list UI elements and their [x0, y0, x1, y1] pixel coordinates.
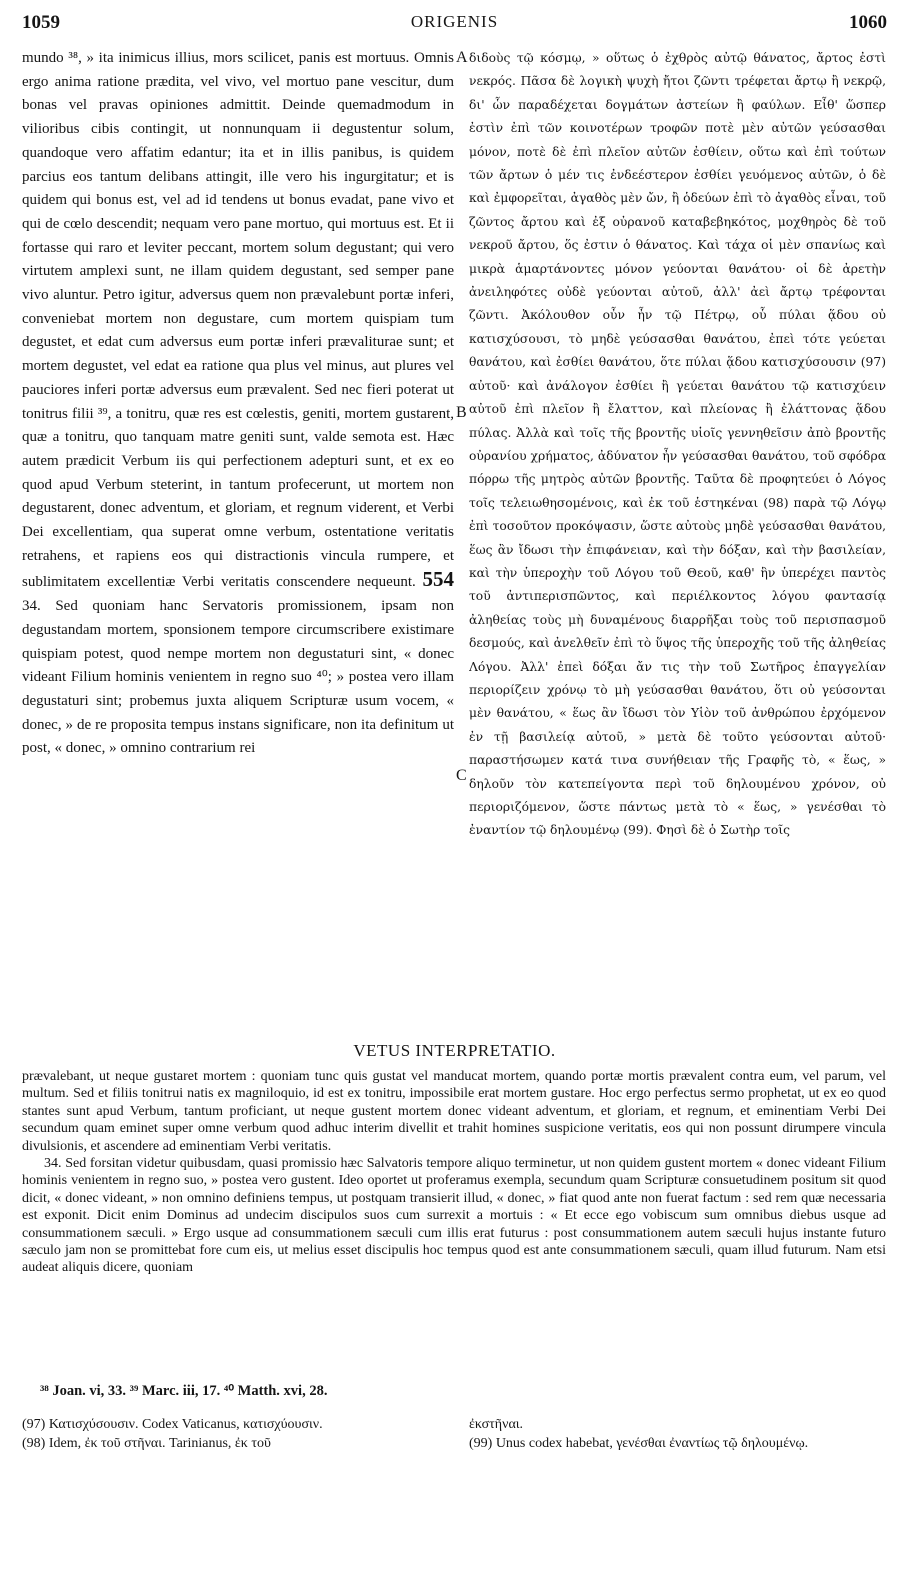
vetus-paragraph: prævalebant, ut neque gustaret mortem : quoniam tunc quis gustat vel manducat mortem, quando portæ mortis prævalent contra eum, vel parum, vel multum. Sed et filiis tonitrui natis ex magniloquio, id est ex tonitru, impossibile erat mortem gustare. Hoc ergo perfectus sermo prophetat, ut ex eo quod stantes sunt apud Verbum, tantum proficiant, ut neque gustent mortem donec videant adventum, et gloriam, et regnum, et eminentiam Verbi Dei secundum quam eminet super omne verbum quod adhuc interim divellit et trahit homines suspicione veritatis, eos qui non possunt dirumpere vincula divulsionis, et ascendere ad eminentiam Verbi veritatis.	[22, 1069, 886, 1154]
footnote: ἐκστῆναι.	[469, 1417, 524, 1432]
section-number: 554	[422, 567, 454, 592]
scripture-references: ³⁸ Joan. vi, 33. ³⁹ Marc. iii, 17. ⁴⁰ Matth. xvi, 28.	[40, 1383, 328, 1399]
latin-text-part-2: 34. Sed quoniam hanc Servatoris promissionem, ipsam non degustandam mortem, sponsionem tempore circumscribere existimare quispiam potest, quod nempe mortem non degustaturi sint, « donec videant Filium hominis venientem in regno suo ⁴⁰; » postea vero illam degustaturi sint; probemus juxta aliquem Scripturæ usum vocem, « donec, » de re proposita tempus instans significare, non ita definitum ut post, « donec, » omnino contrarium rei	[22, 598, 454, 757]
margin-letter-a: A	[456, 49, 468, 66]
vetus-heading: VETUS INTERPRETATIO.	[353, 1041, 556, 1060]
greek-text: διδοὺς τῷ κόσμῳ, » οὕτως ὁ ἐχθρὸς αὐτῷ θάνατος, ἄρτος ἐστὶ νεκρός. Πᾶσα δὲ λογικὴ ψυχὴ ἤτοι ζῶντι τρέφεται ἄρτῳ ἢ νεκρῷ, δι' ὧν παραδέχεται δογμάτων ἀστείων ἢ φαύλων. Εἶθ' ὥσπερ ἐστὶν ἐπὶ τῶν κοινοτέρων τροφῶν ποτὲ μὲν αὐτῶν γεύσασθαι μόνον, ποτὲ δὲ ἐπὶ πλεῖον αὐτῶν ἐσθίειν, οὕτω καὶ ἐπὶ τούτων τῶν ἄρτων ὁ μέν τις ἐνδεέστερον ἐσθίει γευόμενος αὐτῶν, ὁ δὲ καὶ ἐμφορεῖται, ἀγαθὸς μὲν ὤν, ἢ ὁδεύων ἐπὶ τὸ ἀγαθὸς εἶναι, τοῦ ζῶντος ἄρτου καὶ ἐξ οὐρανοῦ καταβεβηκότος, μοχθηρὸς δὲ τοῦ νεκροῦ ἄρτου, ὅς ἐστιν ὁ θάνατος. Καὶ τάχα οἱ μὲν σπανίως καὶ μικρὰ ἁμαρτάνοντες μόνον γεύονται θανάτου· οἱ δὲ ἀρετὴν ἀνειληφότες οὐδὲ γεύονται αὐτοῦ, ἀλλ' ἀεὶ ἄρτῳ τρέφονται ζῶντι. Ἀκόλουθον οὖν ἦν τῷ Πέτρῳ, οὗ πύλαι ᾅδου οὐ κατισχύσουσι, τὸ μηδὲ γεύσασθαι θανάτου, ἐπεὶ τότε γεύεται θανάτου, καὶ ἐσθίει θανάτου, ὅτε πύλαι ᾅδου κατισχύσουσιν (97) αὐτοῦ· καὶ ἀνάλογον ἐσθίει ἢ γεύεται θανάτου τῷ κατισχύειν αὐτοῦ ἐπὶ πλεῖον ἢ ἔλαττον, καὶ πλείονας ἢ ἐλάττονας ᾅδου πύλας. Ἀλλὰ καὶ τοῖς τῆς βροντῆς υἱοῖς γεννηθεῖσιν ἀπὸ βροντῆς οὐρανίου χρήματος, ἀδύνατον ἦν γεύσασθαι θανάτου, τοῦ σφόδρα πόρρω τῆς μητρὸς αὐτῶν βροντῆς. Ταῦτα δὲ προφητεύει ὁ Λόγος τοῖς τελειωθησομένοις, καὶ ἐκ τοῦ ἑστηκέναι (98) παρὰ τῷ Λόγῳ ἐπὶ τοσοῦτον προκόψασιν, ὥστε αὐτοὺς μηδὲ γεύσασθαι θανάτου, ἕως ἂν ἴδωσι τὴν ἐπιφάνειαν, καὶ τὴν δόξαν, καὶ τὴν βασιλείαν, καὶ τὴν ὑπεροχὴν τοῦ Λόγου τοῦ Θεοῦ, καθ' ἣν ὑπερέχει παντὸς τοῦ ἀντιπερισπῶντος, καὶ περιέλκοντος λόγου φαντασίᾳ ἀληθείας τοὺς μὴ δυναμένους διαρρῆξαι τοὺς τοῦ περισπασμοῦ δεσμούς, καὶ ἀνελθεῖν ἐπὶ τὸ ὕψος τῆς ὑπεροχῆς τοῦ τῆς ἀληθείας Λόγου. Ἀλλ' ἐπεὶ δόξαι ἄν τις τὴν τοῦ Σωτῆρος ἐπαγγελίαν περιορίζειν χρόνῳ τὸ μὴ γεύσασθαι θανάτου, ὅτι οὐ γεύσονται μὲν θανάτου, « ἕως ἂν ἴδωσι τὸν Υἱὸν τοῦ ἀνθρώπου ἐρχόμενον ἐν τῇ βασιλείᾳ αὐτοῦ, » μετὰ δὲ τοῦτο γεύσονται αὐτοῦ· παραστήσωμεν κατά τινα συνήθειαν τῆς Γραφῆς τὸ, « ἕως, » δηλοῦν τὸν κατεπείγοντα περὶ τοῦ δηλουμένου χρόνον, οὐ περιοριζόμενον, ὥστε πάντως μετὰ τὸ « ἕως, » γενέσθαι τὸ ἐναντίον τῷ δηλουμένῳ (99). Φησὶ δὲ ὁ Σωτὴρ τοῖς	[469, 51, 886, 838]
page-header	[22, 12, 887, 38]
latin-text-part-1: mundo ³⁸, » ita inimicus illius, mors scilicet, panis est mortuus. Omnis ergo anima ratione prædita, vel vivo, vel mortuo pane vescitur, dum bonas vel pravas opiniones admittit. Deinde quemadmodum in vilioribus cibis contingit, ut nonnunquam ii degustentur solum, quandoque vero affatim edantur; ita et in illis panibus, is quidem parcius eos tantum delibans attingit, ille vero his ingurgitatur; et is quidem qui bonus est, vel ad id tendens ut bonus evadat, pane vivo et qui de cœlo descendit; nequam vero pane mortuo, qui mortuus est. Et ii fortasse qui raro et leviter peccant, mortem solum degustant; qui vero virtutem amplexi sunt, ne illam quidem degustant, sed semper pane vivo aluntur. Petro igitur, adversus quem non prævalebunt portæ inferi, conveniebat mortem non degustare, cum mortem quispiam tum degustet, et edat cum adversus eum portæ inferi prævaliturae sunt; et mortem degustet, vel edat ea ratione qua plus vel minus, aut plures vel pauciores inferi portæ adversus eum prævalent. Sed nec fieri poterat ut tonitrus filii ³⁹, a tonitru, quæ res est cœlestis, geniti, mortem gustarent, quæ a tonitru, quo tanquam matre geniti sunt, valde semota est. Hæc autem prædicit Verbum iis qui perfectionem adepturi sunt, et ex eo quod apud Verbum steterint, in tantum profecerunt, ut mortem non degustarent, donec adventum, et gloriam, et regnum viderent, et Verbi Dei excellentiam, qua superat omne verbum, ostentatione veritatis retrahens, et rapiens eos qui distractionis vincula rumpere, et sublimitatem excellentiæ Verbi veritatis conscendere nequeunt.	[22, 50, 454, 591]
margin-letter-b: B	[456, 404, 467, 421]
footnote: (99) Unus codex habebat, γενέσθαι ἐναντίως τῷ δηλουμένῳ.	[469, 1435, 809, 1451]
right-page-number: 1060	[849, 12, 887, 33]
footnote: (97) Κατισχύσουσιν. Codex Vaticanus, κατισχύουσιν.	[22, 1417, 323, 1432]
running-title: ORIGENIS	[410, 12, 499, 31]
greek-column	[469, 47, 886, 843]
latin-column	[22, 47, 454, 761]
left-page-number: 1059	[22, 12, 60, 33]
vetus-paragraph: 34. Sed forsitan videtur quibusdam, quasi promissio hæc Salvatoris tempore aliquo terminetur, ut non quidem gustent mortem « donec videant Filium hominis venientem in regno suo, » postea vero gustent. Ideo oportet ut proferamus exempla, secundum quam Scripturæ consuetudinem positum sit quod dicit, « donec videant, » non omnino definiens tempus, ut postquam transierit illud, « donec, » fiat quod ante non fuerat factum : sed rem quæ necessaria est exponit. Dicit enim Dominus ad undecim discipulos suos cum surrexit a mortuis : « Et ecce ego vobiscum sum omnibus diebus usque ad consummationem sæculi. » Ergo usque ad consummationem sæculi cum illis erat futurus : post consummationem autem sæculi hujus instante futuro sæculo jam non se promittebat fore cum eis, ut melius esset discipulis hoc tempus quod est ante consummationem sæculi, quam illud futurum. Nam etsi audeat aliquis dicere, quoniam	[22, 1156, 886, 1276]
vetus-interpretatio-body	[22, 1068, 886, 1277]
footnote: (98) Idem, ἐκ τοῦ στῆναι. Tarinianus, ἐκ τοῦ	[22, 1435, 271, 1451]
margin-letter-c: C	[456, 767, 467, 784]
footnotes-right	[469, 1416, 886, 1453]
footnotes-left	[22, 1416, 452, 1453]
